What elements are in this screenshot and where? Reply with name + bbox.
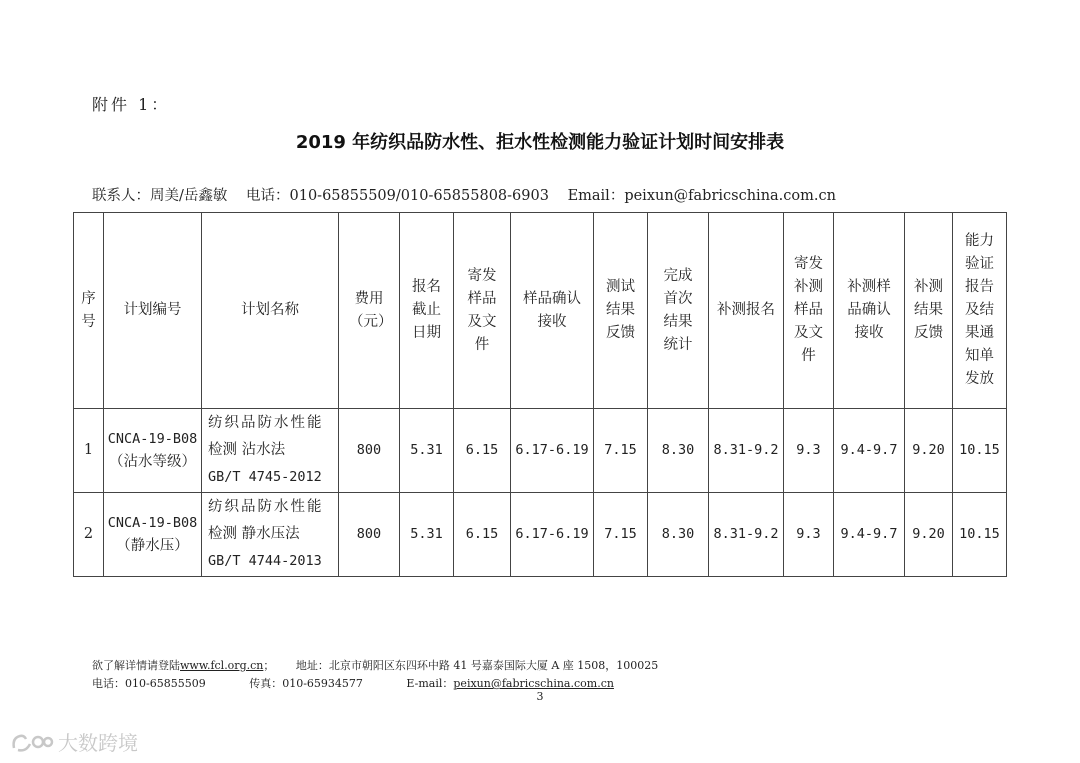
header-send: 寄发样品及文件 [454, 213, 511, 409]
cell-send: 6.15 [454, 493, 511, 577]
cell-stat: 8.30 [648, 493, 709, 577]
cell-re-feedback: 9.20 [905, 493, 953, 577]
plan-code-note: （沾水等级） [109, 453, 196, 470]
footer-website-link[interactable]: www.fcl.org.cn [180, 659, 264, 672]
plan-standard: GB/T 4744-2013 [208, 553, 322, 569]
document-title: 2019 年纺织品防水性、拒水性检测能力验证计划时间安排表 [295, 132, 785, 153]
cell-plan-name [202, 493, 339, 577]
header-fee: 费用（元） [339, 213, 400, 409]
plan-name-line2: 检测 沾水法 [208, 442, 286, 458]
cell-fee: 800 [339, 409, 400, 493]
cell-no: 1 [74, 409, 104, 493]
plan-code: CNCA-19-B08 [107, 514, 198, 531]
header-re-send: 寄发补测样品及文件 [784, 213, 834, 409]
header-re-confirm: 补测样品确认接收 [834, 213, 905, 409]
contact-line [92, 184, 850, 205]
plan-code-note: （静水压） [116, 537, 189, 554]
cell-re-send: 9.3 [784, 493, 834, 577]
footer-phone: 电话：010-65855509 [92, 677, 206, 690]
cell-feedback: 7.15 [594, 493, 648, 577]
watermark-logo-icon [10, 730, 54, 754]
plan-code: CNCA-19-B08 [107, 430, 198, 447]
cell-deadline: 5.31 [400, 493, 454, 577]
cell-send: 6.15 [454, 409, 511, 493]
table-row [74, 493, 1007, 577]
cell-fee: 800 [339, 493, 400, 577]
watermark-text: 大数跨境 [58, 731, 138, 755]
schedule-table [73, 212, 1007, 577]
header-confirm: 样品确认接收 [511, 213, 594, 409]
cell-confirm: 6.17-6.19 [511, 493, 594, 577]
cell-re-confirm: 9.4-9.7 [834, 493, 905, 577]
page-number: 3 [536, 690, 544, 703]
header-no: 序号 [74, 213, 104, 409]
cell-deadline: 5.31 [400, 409, 454, 493]
cell-report: 10.15 [953, 409, 1007, 493]
footer-line-2 [92, 675, 614, 691]
footer-email-link[interactable]: peixun@fabricschina.com.cn [453, 677, 614, 690]
cell-re-signup: 8.31-9.2 [709, 409, 784, 493]
footer-email-label: E-mail： [406, 677, 454, 690]
header-deadline: 报名截止日期 [400, 213, 454, 409]
cell-report: 10.15 [953, 493, 1007, 577]
footer-prefix: 欲了解详情请登陆 [92, 659, 180, 672]
header-feedback: 测试结果反馈 [594, 213, 648, 409]
cell-re-confirm: 9.4-9.7 [834, 409, 905, 493]
header-report: 能力验证报告及结果通知单发放 [953, 213, 1007, 409]
cell-confirm: 6.17-6.19 [511, 409, 594, 493]
watermark [10, 727, 138, 756]
header-re-signup: 补测报名 [709, 213, 784, 409]
plan-name-line2: 检测 静水压法 [208, 526, 300, 542]
footer-fax: 传真：010-65934577 [249, 677, 363, 690]
footer-separator: ； [263, 659, 275, 672]
cell-code [104, 409, 202, 493]
footer-address: 地址：北京市朝阳区东四环中路 41 号嘉泰国际大厦 A 座 1508，100025 [295, 659, 659, 672]
header-code: 计划编号 [104, 213, 202, 409]
plan-name-line1: 纺织品防水性能 [208, 499, 324, 515]
cell-plan-name [202, 409, 339, 493]
plan-name-line1: 纺织品防水性能 [208, 415, 324, 431]
contact-person: 联系人：周美/岳鑫敏 [92, 188, 228, 204]
footer-line-1 [92, 657, 658, 673]
contact-email: Email：peixun@fabricschina.com.cn [567, 188, 836, 204]
cell-feedback: 7.15 [594, 409, 648, 493]
cell-re-feedback: 9.20 [905, 409, 953, 493]
header-stat: 完成首次结果统计 [648, 213, 709, 409]
table-header-row [74, 213, 1007, 409]
attachment-label: 附件 1： [92, 95, 171, 114]
cell-re-send: 9.3 [784, 409, 834, 493]
cell-re-signup: 8.31-9.2 [709, 493, 784, 577]
header-name: 计划名称 [202, 213, 339, 409]
cell-stat: 8.30 [648, 409, 709, 493]
cell-no: 2 [74, 493, 104, 577]
table-row [74, 409, 1007, 493]
plan-standard: GB/T 4745-2012 [208, 469, 322, 485]
cell-code [104, 493, 202, 577]
header-re-feedback: 补测结果反馈 [905, 213, 953, 409]
contact-phone: 电话：010-65855509/010-65855808-6903 [246, 188, 549, 204]
